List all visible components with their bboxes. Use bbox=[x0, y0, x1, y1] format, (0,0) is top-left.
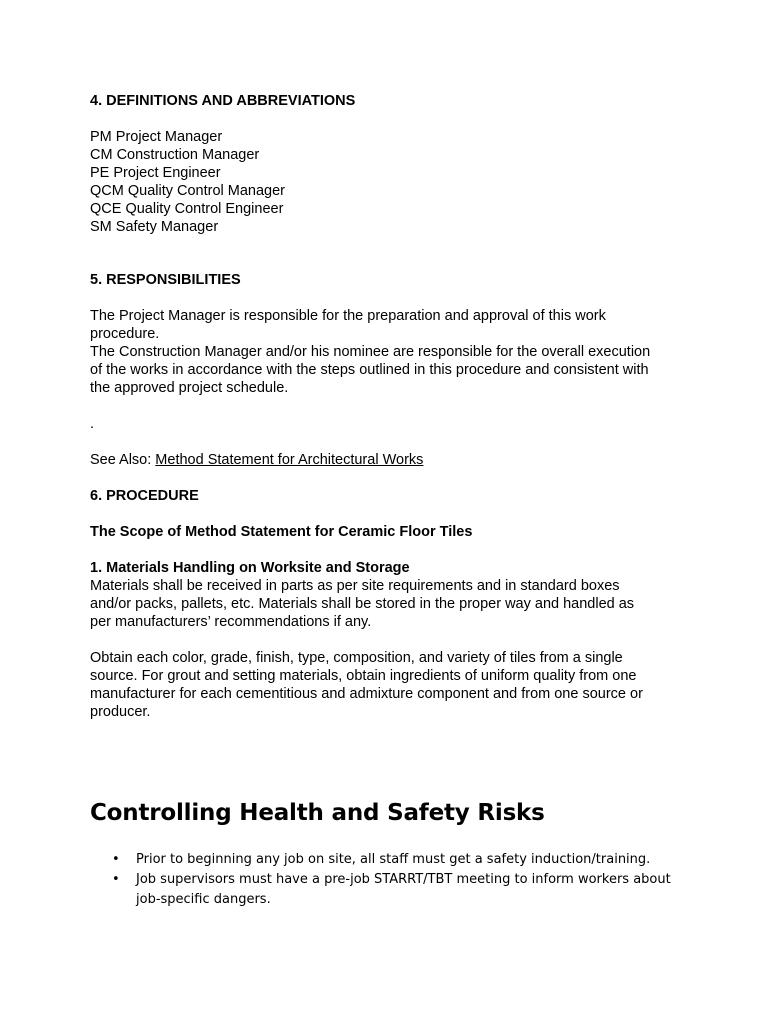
spacer bbox=[90, 505, 690, 523]
abbreviation-item: CM Construction Manager bbox=[90, 147, 260, 163]
spacer bbox=[90, 541, 690, 559]
paragraph-line: producer. bbox=[90, 704, 151, 720]
abbreviation-item: QCE Quality Control Engineer bbox=[90, 201, 284, 217]
abbreviation-item: PM Project Manager bbox=[90, 129, 223, 145]
paragraph-line: and/or packs, pallets, etc. Materials shall be stored in the proper way and handled as bbox=[90, 596, 635, 612]
abbreviation-item: SM Safety Manager bbox=[90, 219, 219, 235]
paragraph-line: per manufacturers’ recommendations if any. bbox=[90, 614, 372, 630]
spacer bbox=[90, 433, 690, 451]
see-also-link[interactable]: Method Statement for Architectural Works bbox=[155, 452, 424, 468]
paragraph-line: Materials shall be received in parts as per site requirements and in standard boxes bbox=[90, 578, 620, 594]
section-4-heading: 4. DEFINITIONS AND ABBREVIATIONS bbox=[90, 93, 356, 109]
see-also-label: See Also: bbox=[90, 452, 156, 468]
abbreviation-item: PE Project Engineer bbox=[90, 165, 221, 181]
scope-title: The Scope of Method Statement for Ceramic Floor Tiles bbox=[90, 524, 473, 540]
stray-dot: . bbox=[90, 416, 95, 432]
spacer bbox=[90, 289, 690, 307]
health-safety-heading: Controlling Health and Safety Risks bbox=[90, 800, 545, 826]
abbreviation-item: QCM Quality Control Manager bbox=[90, 183, 286, 199]
bullet-text: Job supervisors must have a pre-job STARRT/TBT meeting to inform workers about job-specific dangers. bbox=[136, 872, 671, 907]
paragraph-line: Obtain each color, grade, finish, type, composition, and variety of tiles from a single bbox=[90, 650, 623, 666]
section-6-heading: 6. PROCEDURE bbox=[90, 488, 199, 504]
bullet-text: Prior to beginning any job on site, all staff must get a safety induction/training. bbox=[136, 852, 651, 867]
list-item bbox=[112, 870, 672, 910]
spacer bbox=[90, 631, 690, 649]
paragraph-line: of the works in accordance with the steps outlined in this procedure and consistent with bbox=[90, 362, 649, 378]
see-also bbox=[90, 451, 690, 469]
section-5-heading: 5. RESPONSIBILITIES bbox=[90, 272, 241, 288]
materials-handling-title: 1. Materials Handling on Worksite and Storage bbox=[90, 560, 410, 576]
paragraph-line: The Project Manager is responsible for the preparation and approval of this work bbox=[90, 308, 606, 324]
document-page bbox=[90, 92, 690, 721]
responsibilities-paragraph bbox=[90, 307, 690, 397]
abbreviation-list bbox=[90, 128, 690, 236]
spacer bbox=[90, 397, 690, 415]
spacer bbox=[90, 469, 690, 487]
spacer bbox=[90, 236, 690, 271]
paragraph-line: procedure. bbox=[90, 326, 160, 342]
bullet-icon: • bbox=[112, 852, 120, 867]
list-item bbox=[112, 850, 672, 870]
safety-bullet-list bbox=[112, 850, 672, 910]
materials-handling-paragraph bbox=[90, 577, 690, 631]
paragraph-line: The Construction Manager and/or his nominee are responsible for the overall execution bbox=[90, 344, 651, 360]
paragraph-line: manufacturer for each cementitious and admixture component and from one source or bbox=[90, 686, 643, 702]
paragraph-line: the approved project schedule. bbox=[90, 380, 289, 396]
materials-source-paragraph bbox=[90, 649, 690, 721]
paragraph-line: source. For grout and setting materials, obtain ingredients of uniform quality from one bbox=[90, 668, 637, 684]
bullet-icon: • bbox=[112, 872, 120, 887]
